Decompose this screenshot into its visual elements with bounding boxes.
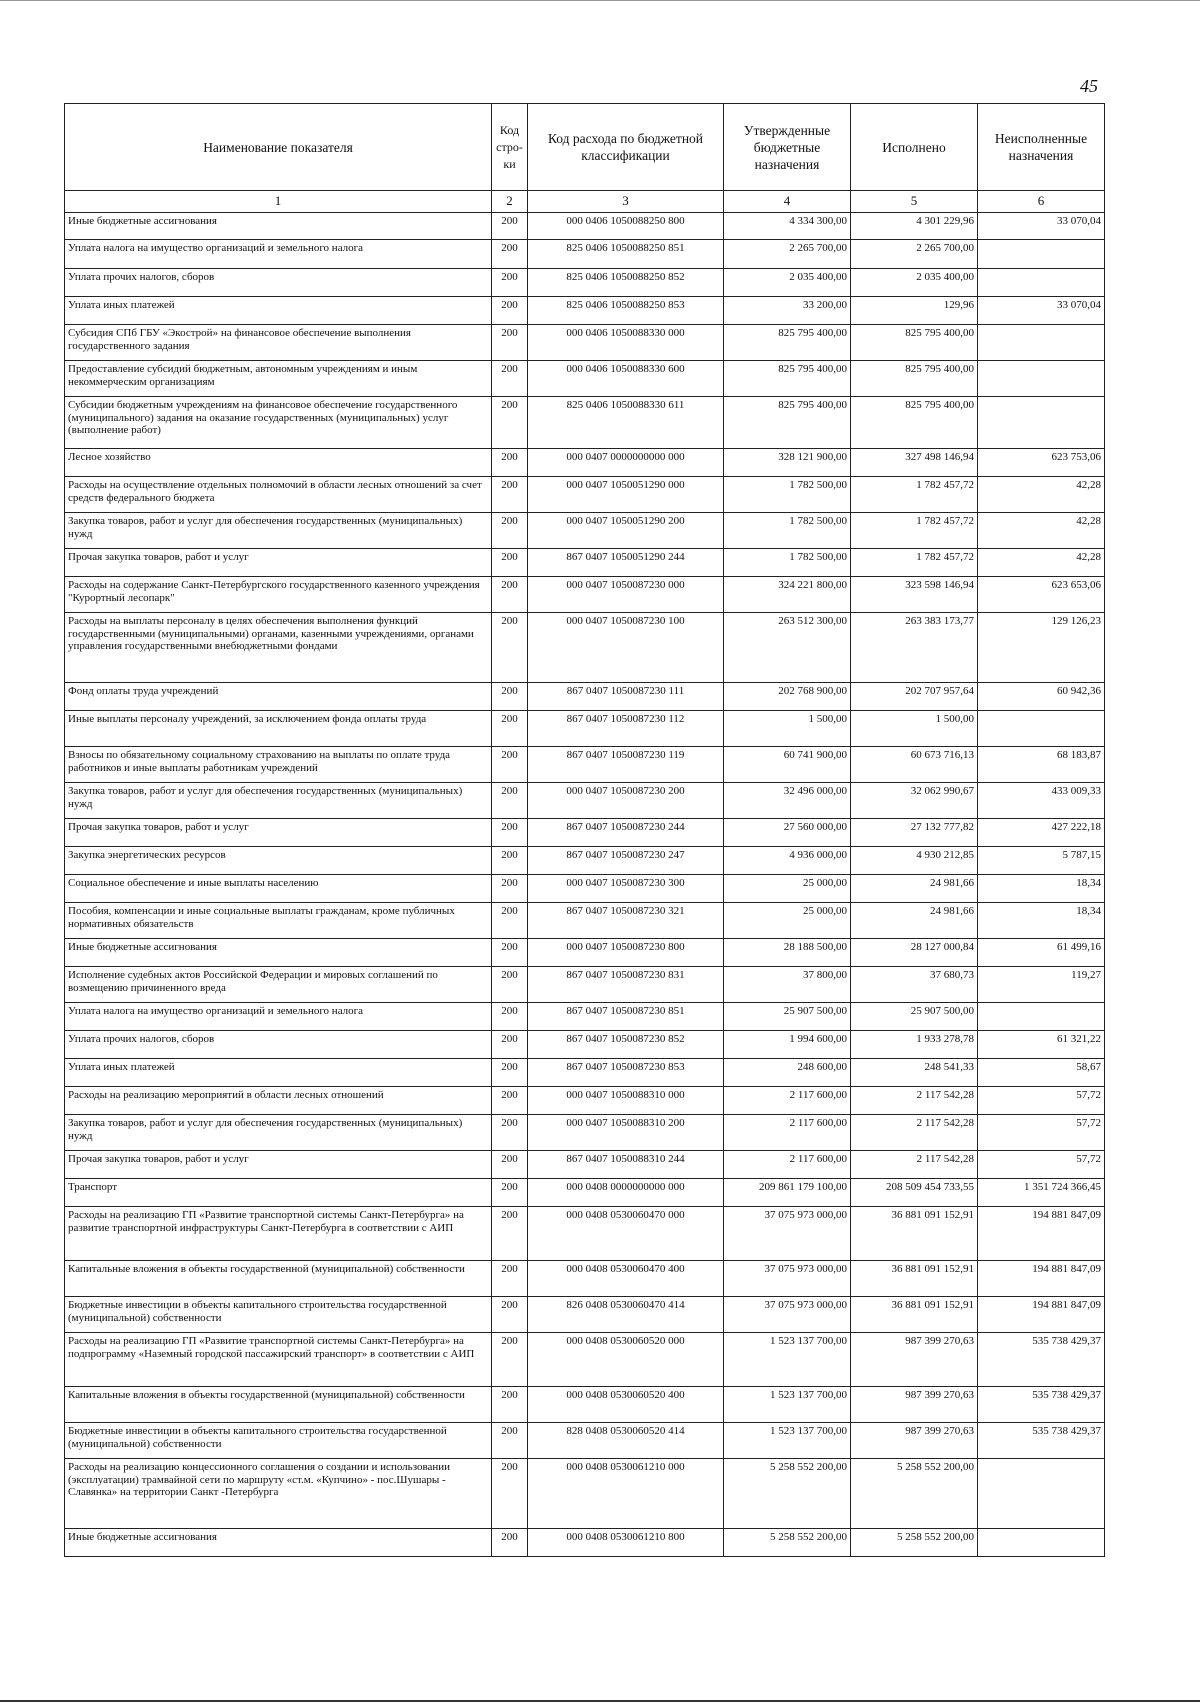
row-approved: 248 600,00: [724, 1059, 851, 1087]
row-line-code: 200: [492, 1179, 528, 1207]
row-name: Пособия, компенсации и иные социальные выплаты гражданам, кроме публичных нормативных обязательств: [65, 903, 492, 939]
table-row: [65, 1297, 1105, 1333]
row-line-code: 200: [492, 903, 528, 939]
row-executed: 825 795 400,00: [851, 397, 978, 449]
row-approved: 2 265 700,00: [724, 240, 851, 269]
table-row: [65, 240, 1105, 269]
row-name: Расходы на реализацию концессионного соглашения о создании и использовании (эксплуатации) трамвайной сети по маршруту «ст.м. «Купчино» - пос.Шушары - Славянка» на территории Санкт -Петербурга: [65, 1459, 492, 1529]
row-executed: 263 383 173,77: [851, 613, 978, 683]
row-name: Исполнение судебных актов Российской Федерации и мировых соглашений по возмещению причиненного вреда: [65, 967, 492, 1003]
row-budget-code: 825 0406 1050088330 611: [528, 397, 724, 449]
row-budget-code: 867 0407 1050087230 111: [528, 683, 724, 711]
row-line-code: 200: [492, 1261, 528, 1297]
row-executed: 2 117 542,28: [851, 1087, 978, 1115]
row-executed: 27 132 777,82: [851, 819, 978, 847]
row-approved: 1 500,00: [724, 711, 851, 747]
row-executed: 25 907 500,00: [851, 1003, 978, 1031]
row-executed: 60 673 716,13: [851, 747, 978, 783]
table-row: [65, 847, 1105, 875]
row-budget-code: 825 0406 1050088250 851: [528, 240, 724, 269]
row-unexecuted: 57,72: [978, 1151, 1105, 1179]
row-budget-code: 867 0407 1050087230 112: [528, 711, 724, 747]
row-executed: 1 782 457,72: [851, 513, 978, 549]
row-name: Прочая закупка товаров, работ и услуг: [65, 549, 492, 577]
row-executed: 36 881 091 152,91: [851, 1261, 978, 1297]
row-unexecuted: 129 126,23: [978, 613, 1105, 683]
row-budget-code: 000 0406 1050088330 000: [528, 325, 724, 361]
column-number-row: [65, 191, 1105, 213]
row-executed: 2 265 700,00: [851, 240, 978, 269]
table-row: [65, 1059, 1105, 1087]
row-budget-code: 000 0407 1050087230 200: [528, 783, 724, 819]
row-approved: 60 741 900,00: [724, 747, 851, 783]
table-row: [65, 361, 1105, 397]
row-unexecuted: [978, 1459, 1105, 1529]
row-unexecuted: 535 738 429,37: [978, 1333, 1105, 1387]
row-line-code: 200: [492, 297, 528, 325]
row-executed: 202 707 957,64: [851, 683, 978, 711]
row-unexecuted: 61 499,16: [978, 939, 1105, 967]
table-row: [65, 1261, 1105, 1297]
row-line-code: 200: [492, 1031, 528, 1059]
table-row: [65, 269, 1105, 297]
header-row: [65, 104, 1105, 191]
row-name: Капитальные вложения в объекты государственной (муниципальной) собственности: [65, 1387, 492, 1423]
row-unexecuted: 42,28: [978, 549, 1105, 577]
table-body: [65, 213, 1105, 1557]
row-unexecuted: 57,72: [978, 1087, 1105, 1115]
row-unexecuted: [978, 240, 1105, 269]
row-budget-code: 867 0407 1050088310 244: [528, 1151, 724, 1179]
row-name: Расходы на реализацию мероприятий в области лесных отношений: [65, 1087, 492, 1115]
row-line-code: 200: [492, 1003, 528, 1031]
table-row: [65, 325, 1105, 361]
table-row: [65, 577, 1105, 613]
row-unexecuted: 42,28: [978, 477, 1105, 513]
row-line-code: 200: [492, 213, 528, 240]
row-line-code: 200: [492, 513, 528, 549]
table-row: [65, 1459, 1105, 1529]
row-unexecuted: 57,72: [978, 1115, 1105, 1151]
row-name: Расходы на содержание Санкт-Петербургского государственного казенного учреждения "Курортный лесопарк": [65, 577, 492, 613]
scan-bottom-edge: [0, 1700, 1200, 1702]
row-executed: 4 301 229,96: [851, 213, 978, 240]
row-line-code: 200: [492, 1059, 528, 1087]
row-budget-code: 000 0407 1050051290 200: [528, 513, 724, 549]
row-approved: 32 496 000,00: [724, 783, 851, 819]
table-row: [65, 613, 1105, 683]
row-approved: 37 075 973 000,00: [724, 1261, 851, 1297]
row-name: Бюджетные инвестиции в объекты капитального строительства государственной (муниципальной) собственности: [65, 1423, 492, 1459]
row-unexecuted: [978, 397, 1105, 449]
table-row: [65, 1207, 1105, 1261]
table-row: [65, 1115, 1105, 1151]
row-budget-code: 826 0408 0530060470 414: [528, 1297, 724, 1333]
row-approved: 2 117 600,00: [724, 1115, 851, 1151]
row-unexecuted: 535 738 429,37: [978, 1387, 1105, 1423]
row-approved: 1 523 137 700,00: [724, 1423, 851, 1459]
row-executed: 5 258 552 200,00: [851, 1459, 978, 1529]
table-row: [65, 683, 1105, 711]
row-approved: 37 800,00: [724, 967, 851, 1003]
row-budget-code: 867 0407 1050087230 119: [528, 747, 724, 783]
row-unexecuted: 5 787,15: [978, 847, 1105, 875]
row-unexecuted: [978, 361, 1105, 397]
table-row: [65, 783, 1105, 819]
row-budget-code: 000 0406 1050088250 800: [528, 213, 724, 240]
row-budget-code: 867 0407 1050087230 321: [528, 903, 724, 939]
row-budget-code: 867 0407 1050087230 851: [528, 1003, 724, 1031]
row-unexecuted: [978, 1003, 1105, 1031]
row-executed: 5 258 552 200,00: [851, 1529, 978, 1557]
column-number: 5: [851, 191, 978, 213]
row-approved: 825 795 400,00: [724, 325, 851, 361]
table-row: [65, 1151, 1105, 1179]
row-executed: 825 795 400,00: [851, 325, 978, 361]
table-row: [65, 449, 1105, 477]
row-budget-code: 000 0407 1050087230 300: [528, 875, 724, 903]
table-row: [65, 397, 1105, 449]
row-approved: 328 121 900,00: [724, 449, 851, 477]
header-executed: Исполнено: [851, 104, 978, 191]
row-line-code: 200: [492, 577, 528, 613]
row-unexecuted: 42,28: [978, 513, 1105, 549]
row-budget-code: 000 0407 1050087230 800: [528, 939, 724, 967]
row-executed: 1 500,00: [851, 711, 978, 747]
row-approved: 202 768 900,00: [724, 683, 851, 711]
row-name: Расходы на реализацию ГП «Развитие транспортной системы Санкт-Петербурга» на подпрограмму «Наземный городской пассажирский транспорт» в соответствии с АИП: [65, 1333, 492, 1387]
row-budget-code: 000 0407 1050087230 100: [528, 613, 724, 683]
row-approved: 1 782 500,00: [724, 477, 851, 513]
row-executed: 4 930 212,85: [851, 847, 978, 875]
row-line-code: 200: [492, 549, 528, 577]
row-budget-code: 000 0407 1050088310 000: [528, 1087, 724, 1115]
row-name: Уплата налога на имущество организаций и земельного налога: [65, 1003, 492, 1031]
row-approved: 2 117 600,00: [724, 1087, 851, 1115]
table-row: [65, 875, 1105, 903]
row-line-code: 200: [492, 449, 528, 477]
row-unexecuted: 61 321,22: [978, 1031, 1105, 1059]
row-unexecuted: 33 070,04: [978, 297, 1105, 325]
table-row: [65, 1387, 1105, 1423]
row-name: Уплата иных платежей: [65, 1059, 492, 1087]
row-unexecuted: 194 881 847,09: [978, 1261, 1105, 1297]
row-name: Бюджетные инвестиции в объекты капитального строительства государственной (муниципальной) собственности: [65, 1297, 492, 1333]
row-approved: 1 782 500,00: [724, 549, 851, 577]
row-line-code: 200: [492, 747, 528, 783]
row-executed: 37 680,73: [851, 967, 978, 1003]
row-executed: 32 062 990,67: [851, 783, 978, 819]
row-name: Субсидии бюджетным учреждениям на финансовое обеспечение государственного (муниципального) задания на оказание государственных (муниципальных) услуг (выполнение работ): [65, 397, 492, 449]
row-budget-code: 000 0408 0530060470 000: [528, 1207, 724, 1261]
row-budget-code: 000 0408 0530060520 000: [528, 1333, 724, 1387]
table-row: [65, 939, 1105, 967]
page-number: 45: [1080, 76, 1098, 96]
row-line-code: 200: [492, 967, 528, 1003]
table-row: [65, 903, 1105, 939]
table-row: [65, 1423, 1105, 1459]
row-approved: 1 994 600,00: [724, 1031, 851, 1059]
row-line-code: 200: [492, 240, 528, 269]
row-executed: 1 782 457,72: [851, 549, 978, 577]
row-name: Лесное хозяйство: [65, 449, 492, 477]
row-budget-code: 867 0407 1050051290 244: [528, 549, 724, 577]
header-budget-code: Код расхода по бюджетной классификации: [528, 104, 724, 191]
row-approved: 4 936 000,00: [724, 847, 851, 875]
row-name: Расходы на осуществление отдельных полномочий в области лесных отношений за счет средств федерального бюджета: [65, 477, 492, 513]
row-budget-code: 000 0408 0530060470 400: [528, 1261, 724, 1297]
row-line-code: 200: [492, 1297, 528, 1333]
row-budget-code: 867 0407 1050087230 831: [528, 967, 724, 1003]
row-executed: 24 981,66: [851, 903, 978, 939]
row-executed: 825 795 400,00: [851, 361, 978, 397]
row-executed: 2 117 542,28: [851, 1115, 978, 1151]
table-row: [65, 1003, 1105, 1031]
table-row: [65, 1179, 1105, 1207]
row-budget-code: 000 0407 0000000000 000: [528, 449, 724, 477]
row-unexecuted: 623 753,06: [978, 449, 1105, 477]
row-approved: 263 512 300,00: [724, 613, 851, 683]
row-unexecuted: 33 070,04: [978, 213, 1105, 240]
row-approved: 1 523 137 700,00: [724, 1333, 851, 1387]
row-name: Транспорт: [65, 1179, 492, 1207]
row-budget-code: 867 0407 1050087230 244: [528, 819, 724, 847]
row-line-code: 200: [492, 711, 528, 747]
row-approved: 25 907 500,00: [724, 1003, 851, 1031]
column-number: 6: [978, 191, 1105, 213]
row-executed: 36 881 091 152,91: [851, 1297, 978, 1333]
row-name: Взносы по обязательному социальному страхованию на выплаты по оплате труда работников и иные выплаты работникам учреждений: [65, 747, 492, 783]
row-name: Закупка товаров, работ и услуг для обеспечения государственных (муниципальных) нужд: [65, 513, 492, 549]
scan-top-edge: [0, 0, 1200, 1]
table-row: [65, 747, 1105, 783]
row-approved: 1 782 500,00: [724, 513, 851, 549]
row-name: Субсидия СПб ГБУ «Экострой» на финансовое обеспечение выполнения государственного задания: [65, 325, 492, 361]
row-name: Прочая закупка товаров, работ и услуг: [65, 1151, 492, 1179]
row-name: Прочая закупка товаров, работ и услуг: [65, 819, 492, 847]
table-row: [65, 711, 1105, 747]
row-approved: 4 334 300,00: [724, 213, 851, 240]
column-number: 1: [65, 191, 492, 213]
row-budget-code: 825 0406 1050088250 853: [528, 297, 724, 325]
row-unexecuted: [978, 325, 1105, 361]
row-approved: 2 035 400,00: [724, 269, 851, 297]
row-budget-code: 000 0408 0530061210 800: [528, 1529, 724, 1557]
row-line-code: 200: [492, 819, 528, 847]
row-name: Иные бюджетные ассигнования: [65, 213, 492, 240]
row-line-code: 200: [492, 397, 528, 449]
row-approved: 324 221 800,00: [724, 577, 851, 613]
row-line-code: 200: [492, 1115, 528, 1151]
row-executed: 28 127 000,84: [851, 939, 978, 967]
row-approved: 825 795 400,00: [724, 361, 851, 397]
row-line-code: 200: [492, 939, 528, 967]
header-approved: Утвержденные бюджетные назначения: [724, 104, 851, 191]
row-executed: 987 399 270,63: [851, 1387, 978, 1423]
header-unexecuted: Неисполненные назначения: [978, 104, 1105, 191]
row-unexecuted: 194 881 847,09: [978, 1207, 1105, 1261]
table-row: [65, 213, 1105, 240]
row-approved: 2 117 600,00: [724, 1151, 851, 1179]
row-unexecuted: 433 009,33: [978, 783, 1105, 819]
row-executed: 323 598 146,94: [851, 577, 978, 613]
row-name: Уплата иных платежей: [65, 297, 492, 325]
table-row: [65, 549, 1105, 577]
table-row: [65, 1529, 1105, 1557]
row-unexecuted: 194 881 847,09: [978, 1297, 1105, 1333]
row-budget-code: 000 0407 1050087230 000: [528, 577, 724, 613]
row-approved: 1 523 137 700,00: [724, 1387, 851, 1423]
row-line-code: 200: [492, 361, 528, 397]
row-unexecuted: 427 222,18: [978, 819, 1105, 847]
column-number: 3: [528, 191, 724, 213]
row-approved: 5 258 552 200,00: [724, 1459, 851, 1529]
row-approved: 27 560 000,00: [724, 819, 851, 847]
row-unexecuted: 623 653,06: [978, 577, 1105, 613]
row-approved: 37 075 973 000,00: [724, 1207, 851, 1261]
row-executed: 129,96: [851, 297, 978, 325]
row-name: Уплата налога на имущество организаций и земельного налога: [65, 240, 492, 269]
row-line-code: 200: [492, 1151, 528, 1179]
table-row: [65, 967, 1105, 1003]
row-executed: 1 782 457,72: [851, 477, 978, 513]
row-name: Закупка товаров, работ и услуг для обеспечения государственных (муниципальных) нужд: [65, 1115, 492, 1151]
row-executed: 2 117 542,28: [851, 1151, 978, 1179]
row-executed: 1 933 278,78: [851, 1031, 978, 1059]
row-line-code: 200: [492, 1087, 528, 1115]
row-budget-code: 000 0408 0000000000 000: [528, 1179, 724, 1207]
row-executed: 327 498 146,94: [851, 449, 978, 477]
row-name: Капитальные вложения в объекты государственной (муниципальной) собственности: [65, 1261, 492, 1297]
row-line-code: 200: [492, 875, 528, 903]
row-line-code: 200: [492, 1387, 528, 1423]
row-approved: 825 795 400,00: [724, 397, 851, 449]
table-row: [65, 297, 1105, 325]
row-executed: 987 399 270,63: [851, 1423, 978, 1459]
row-unexecuted: [978, 1529, 1105, 1557]
row-line-code: 200: [492, 269, 528, 297]
table-row: [65, 819, 1105, 847]
table-row: [65, 1087, 1105, 1115]
row-approved: 37 075 973 000,00: [724, 1297, 851, 1333]
row-budget-code: 825 0406 1050088250 852: [528, 269, 724, 297]
row-unexecuted: 119,27: [978, 967, 1105, 1003]
row-budget-code: 000 0406 1050088330 600: [528, 361, 724, 397]
row-name: Закупка энергетических ресурсов: [65, 847, 492, 875]
row-name: Иные бюджетные ассигнования: [65, 1529, 492, 1557]
row-approved: 28 188 500,00: [724, 939, 851, 967]
table-row: [65, 1333, 1105, 1387]
header-line-code: Код стро-ки: [492, 104, 528, 191]
row-executed: 2 035 400,00: [851, 269, 978, 297]
row-unexecuted: 18,34: [978, 903, 1105, 939]
row-name: Уплата прочих налогов, сборов: [65, 1031, 492, 1059]
row-name: Социальное обеспечение и иные выплаты населению: [65, 875, 492, 903]
row-executed: 24 981,66: [851, 875, 978, 903]
budget-execution-table: [64, 103, 1105, 1557]
row-approved: 5 258 552 200,00: [724, 1529, 851, 1557]
row-line-code: 200: [492, 1423, 528, 1459]
row-executed: 208 509 454 733,55: [851, 1179, 978, 1207]
row-unexecuted: 18,34: [978, 875, 1105, 903]
table-row: [65, 1031, 1105, 1059]
row-line-code: 200: [492, 1529, 528, 1557]
row-approved: 25 000,00: [724, 875, 851, 903]
row-budget-code: 000 0408 0530060520 400: [528, 1387, 724, 1423]
row-unexecuted: 58,67: [978, 1059, 1105, 1087]
row-line-code: 200: [492, 477, 528, 513]
row-unexecuted: [978, 711, 1105, 747]
row-executed: 987 399 270,63: [851, 1333, 978, 1387]
row-name: Предоставление субсидий бюджетным, автономным учреждениям и иным некоммерческим организациям: [65, 361, 492, 397]
row-name: Расходы на выплаты персоналу в целях обеспечения выполнения функций государственными (муниципальными) органами, казенными учреждениями, органами управления государственными внебюджетными фондами: [65, 613, 492, 683]
row-name: Иные выплаты персоналу учреждений, за исключением фонда оплаты труда: [65, 711, 492, 747]
row-unexecuted: 1 351 724 366,45: [978, 1179, 1105, 1207]
row-executed: 36 881 091 152,91: [851, 1207, 978, 1261]
row-name: Фонд оплаты труда учреждений: [65, 683, 492, 711]
row-budget-code: 867 0407 1050087230 247: [528, 847, 724, 875]
row-name: Уплата прочих налогов, сборов: [65, 269, 492, 297]
row-name: Закупка товаров, работ и услуг для обеспечения государственных (муниципальных) нужд: [65, 783, 492, 819]
column-number: 2: [492, 191, 528, 213]
row-line-code: 200: [492, 325, 528, 361]
row-approved: 25 000,00: [724, 903, 851, 939]
row-budget-code: 000 0407 1050051290 000: [528, 477, 724, 513]
row-line-code: 200: [492, 1333, 528, 1387]
row-executed: 248 541,33: [851, 1059, 978, 1087]
row-budget-code: 828 0408 0530060520 414: [528, 1423, 724, 1459]
table-row: [65, 477, 1105, 513]
row-unexecuted: [978, 269, 1105, 297]
row-line-code: 200: [492, 1207, 528, 1261]
row-budget-code: 867 0407 1050087230 852: [528, 1031, 724, 1059]
row-line-code: 200: [492, 1459, 528, 1529]
row-approved: 209 861 179 100,00: [724, 1179, 851, 1207]
row-unexecuted: 60 942,36: [978, 683, 1105, 711]
row-line-code: 200: [492, 683, 528, 711]
row-line-code: 200: [492, 613, 528, 683]
row-unexecuted: 535 738 429,37: [978, 1423, 1105, 1459]
row-line-code: 200: [492, 847, 528, 875]
header-indicator-name: Наименование показателя: [65, 104, 492, 191]
row-budget-code: 000 0407 1050088310 200: [528, 1115, 724, 1151]
row-line-code: 200: [492, 783, 528, 819]
row-unexecuted: 68 183,87: [978, 747, 1105, 783]
row-approved: 33 200,00: [724, 297, 851, 325]
row-budget-code: 000 0408 0530061210 000: [528, 1459, 724, 1529]
table-row: [65, 513, 1105, 549]
row-budget-code: 867 0407 1050087230 853: [528, 1059, 724, 1087]
row-name: Расходы на реализацию ГП «Развитие транспортной системы Санкт-Петербурга» на развитие транспортной инфраструктуры Санкт-Петербурга в соответствии с АИП: [65, 1207, 492, 1261]
row-name: Иные бюджетные ассигнования: [65, 939, 492, 967]
column-number: 4: [724, 191, 851, 213]
